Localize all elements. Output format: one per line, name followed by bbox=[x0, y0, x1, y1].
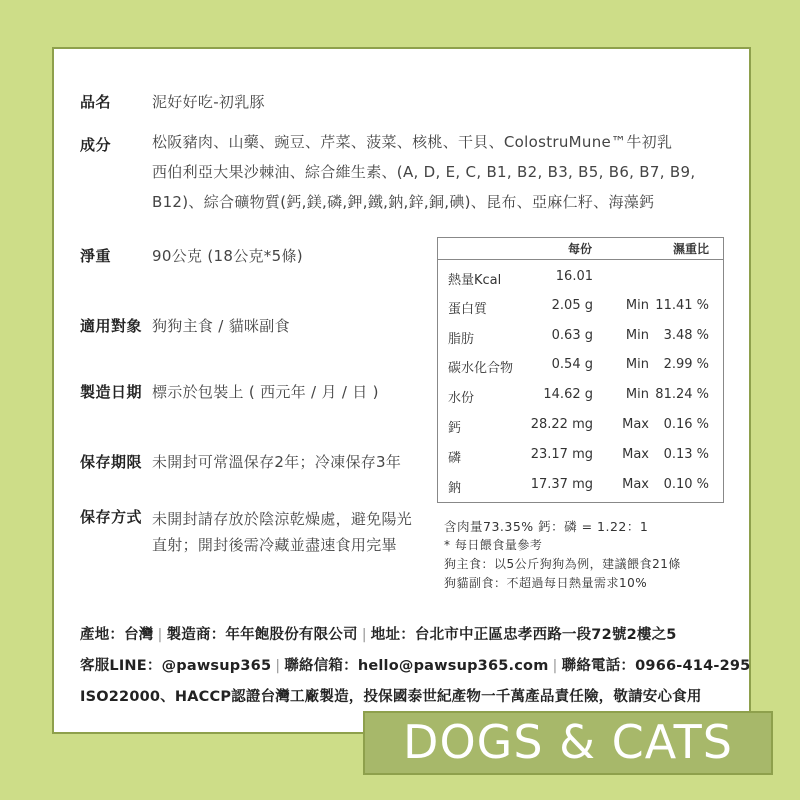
supplement-food-note: 狗貓副食：不超過每日熱量需求10% bbox=[444, 576, 648, 590]
certification-line: ISO22000、HACCP認證台灣工廠製造，投保國泰世紀產物一千萬產品責任險，敬請安心食用 bbox=[80, 689, 702, 705]
footer-line-2 bbox=[80, 651, 750, 682]
company-info bbox=[80, 620, 750, 713]
table-row bbox=[438, 381, 723, 411]
dog-main-food-note: 狗主食：以5公斤狗狗為例，建議餵食21條 bbox=[444, 557, 681, 571]
dogs-cats-badge: DOGS & CATS bbox=[363, 711, 773, 775]
nutrient-name: 鈣 bbox=[448, 421, 462, 436]
nutrient-percent: 0.10 % bbox=[663, 477, 709, 492]
nutrient-amount: 2.05 g bbox=[551, 298, 593, 313]
nutrition-table-header bbox=[438, 238, 723, 260]
product-name-value: 泥好好吃-初乳豚 bbox=[152, 93, 265, 111]
feeding-notes bbox=[444, 517, 681, 593]
nutrient-amount: 23.17 mg bbox=[530, 447, 593, 462]
nutrient-name: 熱量Kcal bbox=[448, 273, 502, 288]
ingredients-label: 成分 bbox=[80, 136, 112, 154]
mfg-date-value: 標示於包裝上 ( 西元年 / 月 / 日 ) bbox=[152, 383, 379, 401]
phone-contact: 聯絡電話：0966-414-295 bbox=[561, 658, 751, 674]
table-row bbox=[438, 292, 723, 322]
shelf-life-value: 未開封可常溫保存2年；冷凍保存3年 bbox=[152, 453, 402, 471]
nutrient-minmax: Min bbox=[625, 387, 649, 402]
nutrient-name: 鈉 bbox=[448, 481, 462, 496]
footer-line-1 bbox=[80, 620, 750, 651]
storage-value bbox=[152, 506, 412, 558]
nutrient-percent: 0.16 % bbox=[663, 417, 709, 432]
target-value: 狗狗主食 / 貓咪副食 bbox=[152, 317, 290, 335]
storage-label: 保存方式 bbox=[80, 508, 143, 526]
table-row bbox=[438, 441, 723, 471]
nutrient-minmax: Min bbox=[625, 298, 649, 313]
table-row bbox=[438, 351, 723, 381]
nutrient-amount: 16.01 bbox=[555, 269, 593, 284]
divider: | bbox=[275, 658, 281, 674]
ingredients-list bbox=[152, 127, 695, 217]
ingredients-line: B12)、綜合礦物質(鈣,鎂,磷,鉀,鐵,鈉,鋅,銅,碘)、昆布、亞麻仁籽、海藻鈣 bbox=[152, 193, 655, 211]
nutrient-percent: 3.48 % bbox=[663, 328, 709, 343]
nutrient-name: 碳水化合物 bbox=[448, 361, 514, 376]
nutrient-name: 水份 bbox=[448, 391, 475, 406]
nutrient-minmax: Min bbox=[625, 357, 649, 372]
ingredients-line: 西伯利亞大果沙棘油、綜合維生素、(A, D, E, C, B1, B2, B3, B5, B6, B7, B9, bbox=[152, 163, 696, 181]
divider: | bbox=[361, 627, 367, 643]
origin: 產地：台灣 bbox=[80, 627, 154, 643]
manufacturer: 製造商：年年飽股份有限公司 bbox=[166, 627, 358, 643]
nutrient-percent: 2.99 % bbox=[663, 357, 709, 372]
nutrient-amount: 0.63 g bbox=[551, 328, 593, 343]
nutrient-name: 蛋白質 bbox=[448, 302, 488, 317]
meat-content-note: 含肉量73.35% 鈣：磷 = 1.22：1 bbox=[444, 519, 649, 534]
shelf-life-label: 保存期限 bbox=[80, 453, 143, 471]
nutrient-percent: 11.41 % bbox=[655, 298, 709, 313]
nutrient-amount: 17.37 mg bbox=[530, 477, 593, 492]
nutrient-minmax: Max bbox=[622, 477, 649, 492]
table-row bbox=[438, 411, 723, 441]
nutrient-amount: 28.22 mg bbox=[530, 417, 593, 432]
nutrient-name: 磷 bbox=[448, 451, 462, 466]
mfg-date-label: 製造日期 bbox=[80, 383, 143, 401]
nutrient-percent: 81.24 % bbox=[655, 387, 709, 402]
storage-line: 直射；開封後需冷藏並盡速食用完畢 bbox=[152, 536, 397, 554]
nutrient-name: 脂肪 bbox=[448, 332, 475, 347]
nutrition-table bbox=[437, 237, 724, 503]
nutrient-amount: 0.54 g bbox=[551, 357, 593, 372]
table-row bbox=[438, 471, 723, 501]
table-row bbox=[438, 263, 723, 293]
line-contact: 客服LINE：@pawsup365 bbox=[80, 658, 272, 674]
email-contact: 聯絡信箱：hello@pawsup365.com bbox=[284, 658, 549, 674]
divider: | bbox=[552, 658, 558, 674]
nutrient-minmax: Min bbox=[625, 328, 649, 343]
weight-value: 90公克 (18公克*5條) bbox=[152, 247, 303, 265]
ingredients-line: 松阪豬肉、山藥、豌豆、芹菜、菠菜、核桃、干貝、ColostruMune™牛初乳 bbox=[152, 133, 673, 151]
nutrient-amount: 14.62 g bbox=[543, 387, 593, 402]
feeding-reference-heading: * 每日餵食量參考 bbox=[444, 538, 543, 552]
product-name-label: 品名 bbox=[80, 93, 112, 111]
target-label: 適用對象 bbox=[80, 317, 143, 335]
nutrient-minmax: Max bbox=[622, 417, 649, 432]
header-wet-ratio: 濕重比 bbox=[672, 242, 709, 256]
header-per-serving: 每份 bbox=[568, 242, 593, 256]
table-row bbox=[438, 322, 723, 352]
address: 地址：台北市中正區忠孝西路一段72號2樓之5 bbox=[370, 627, 677, 643]
weight-label: 淨重 bbox=[80, 247, 112, 265]
nutrient-percent: 0.13 % bbox=[663, 447, 709, 462]
storage-line: 未開封請存放於陰涼乾燥處，避免陽光 bbox=[152, 510, 413, 528]
nutrient-minmax: Max bbox=[622, 447, 649, 462]
divider: | bbox=[157, 627, 163, 643]
